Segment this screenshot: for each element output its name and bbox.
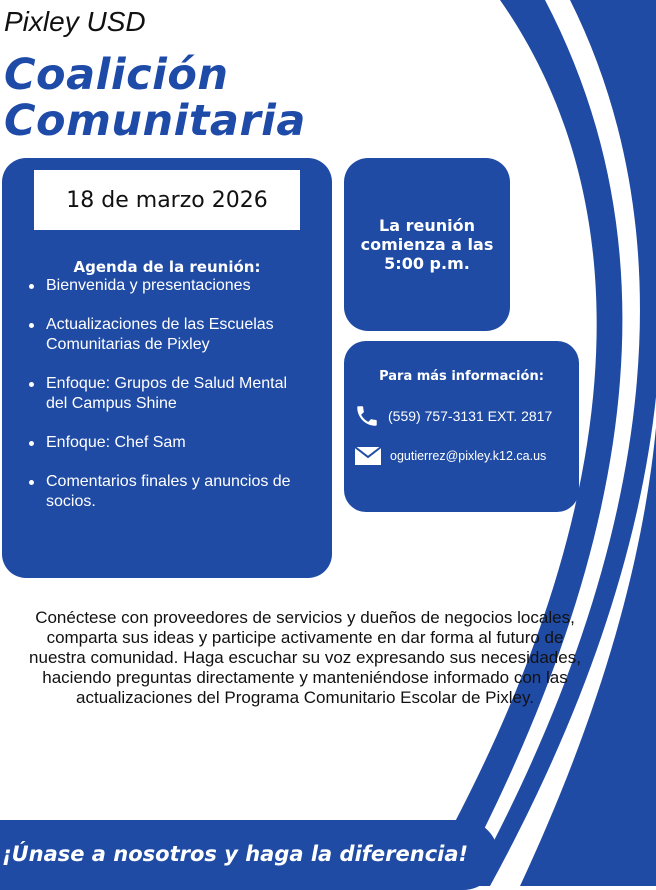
agenda-title: Agenda de la reunión: — [73, 258, 261, 276]
call-to-action: ¡Únase a nosotros y haga la diferencia! — [2, 842, 469, 866]
agenda-item: Comentarios finales y anuncios de socios. — [46, 472, 311, 512]
contact-email-row[interactable] — [354, 446, 546, 466]
title-line-1: Coalición — [4, 50, 229, 100]
contact-phone-row[interactable] — [354, 403, 552, 429]
meeting-date: 18 de marzo 2026 — [34, 170, 300, 230]
page-title — [4, 52, 306, 144]
contact-email: ogutierrez@pixley.k12.ca.us — [390, 449, 547, 463]
agenda-item: Bienvenida y presentaciones — [46, 276, 311, 296]
contact-card — [344, 341, 579, 512]
contact-title: Para más información: — [379, 369, 544, 384]
agenda-item: Enfoque: Chef Sam — [46, 433, 311, 453]
title-line-2: Comunitaria — [4, 96, 306, 146]
agenda-list — [46, 276, 311, 531]
envelope-icon — [354, 446, 382, 466]
contact-phone: (559) 757-3131 EXT. 2817 — [388, 408, 553, 424]
agenda-item: Actualizaciones de las Escuelas Comunitarias de Pixley — [46, 315, 311, 355]
description-paragraph: Conéctese con proveedores de servicios y dueños de negocios locales, comparta sus ideas y participe activamente en dar forma al futuro de nuestra comunidad. Haga escuchar su voz expresando sus necesidades, haciendo preguntas directamente y manteniéndose informado con las actualizaciones del Programa Comunitario Escolar de Pixley. — [29, 608, 581, 707]
meeting-time: La reunión comienza a las 5:00 p.m. — [360, 216, 494, 273]
agenda-card — [2, 158, 332, 578]
organization-name: Pixley USD — [4, 6, 146, 37]
agenda-item: Enfoque: Grupos de Salud Mental del Campus Shine — [46, 374, 311, 414]
meeting-time-card — [344, 158, 510, 331]
phone-icon — [354, 403, 380, 429]
footer-banner — [0, 820, 498, 890]
